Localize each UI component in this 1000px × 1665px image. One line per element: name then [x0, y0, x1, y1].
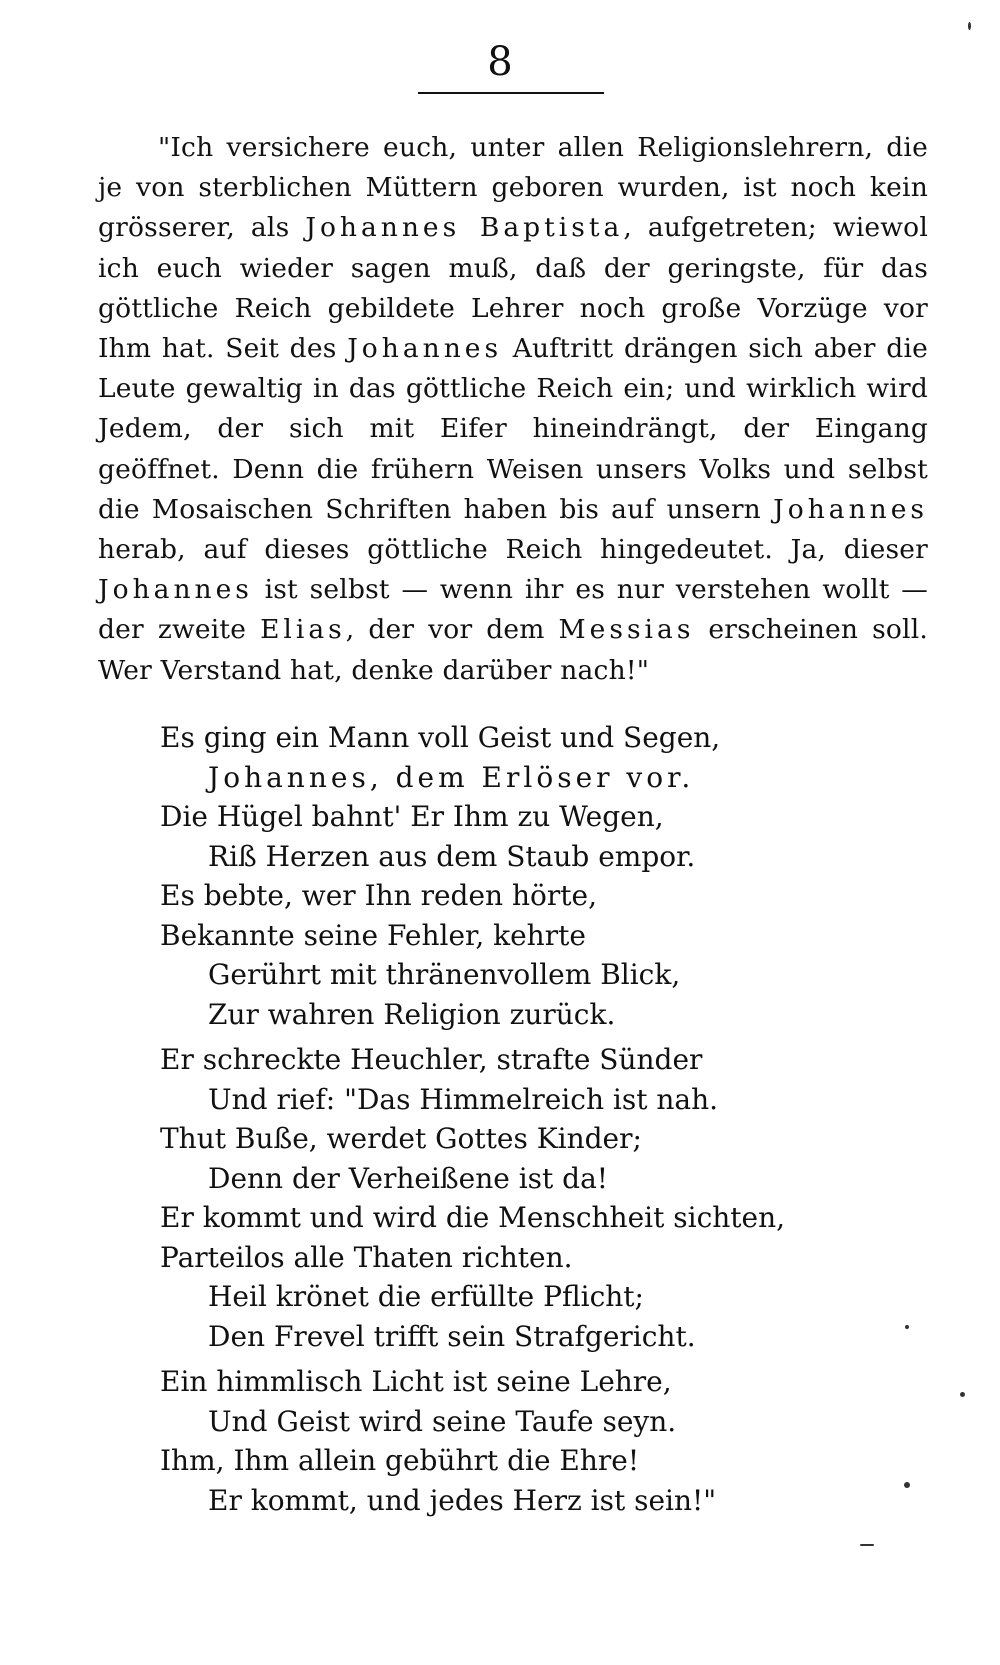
- spaced-name: Messias: [558, 614, 695, 646]
- poem-line: Gerührt mit thränenvollem Blick,: [208, 958, 681, 991]
- poem-stanza: [160, 718, 920, 1034]
- scan-speck: [968, 22, 971, 30]
- scan-speck: [860, 1544, 874, 1546]
- poem-line: Den Frevel trifft sein Strafgericht.: [208, 1319, 696, 1353]
- poem-line: Thut Buße, werdet Gottes Kinder;: [160, 1122, 642, 1155]
- poem-line: Parteilos alle Thaten richten.: [160, 1240, 573, 1274]
- spaced-name: Elias: [260, 614, 346, 646]
- scan-speck: [904, 1482, 910, 1488]
- spaced-name: Johannes: [98, 574, 253, 606]
- poem-line: [160, 758, 920, 798]
- text-run: Auftritt drängen sich aber die Leute gewaltig in das göttliche Reich ein; und wirklich wird Jedem, der sich mit Eifer hineindrängt, der Eingang geöffnet. Denn die frühern Weisen unsers Volks und selbst die Mosaischen Schriften haben bis auf unsern: [98, 333, 928, 525]
- text-run: erscheinen soll. Wer Verstand hat, denke darüber nach!": [98, 614, 929, 686]
- spaced-name: Johannes: [773, 493, 928, 525]
- text-run: ist selbst — wenn ihr es nur verstehen wollt — der zweite: [98, 574, 928, 646]
- scan-speck: [905, 1325, 909, 1329]
- text-run: herab, auf dieses göttliche Reich hingedeutet. Ja, dieser: [98, 534, 928, 566]
- spaced-name: Johannes, dem Erlöser vor.: [208, 760, 695, 794]
- poem-line: Bekannte seine Fehler, kehrte: [160, 918, 586, 952]
- poem-line: Zur wahren Religion zurück.: [208, 997, 616, 1031]
- text-run: "Ich versichere euch, unter allen Religionslehrern, die je von sterblichen Müttern geboren wurden, ist noch kein grösserer, als: [98, 132, 928, 244]
- text-run: , der vor dem: [345, 614, 559, 646]
- scan-speck: [960, 1392, 965, 1397]
- poem-stanza: [160, 1040, 920, 1356]
- poem-line: Er schreckte Heuchler, strafte Sünder: [160, 1043, 703, 1076]
- text-run: , aufgetreten; wiewol ich euch wieder sagen muß, daß der geringste, für das göttliche Reich gebildete Lehrer noch große Vorzüge vor Ihm hat. Seit des: [98, 212, 928, 365]
- poem-line: Er kommt, und jedes Herz ist sein!": [208, 1483, 717, 1517]
- poem-line: Ein himmlisch Licht ist seine Lehre,: [160, 1365, 672, 1398]
- poem-line: Und rief: "Das Himmelreich ist nah.: [208, 1082, 719, 1116]
- poem-line: Ihm, Ihm allein gebührt die Ehre!: [160, 1444, 640, 1477]
- spaced-name: Johannes: [347, 333, 503, 365]
- poem-line: Die Hügel bahnt' Er Ihm zu Wegen,: [160, 800, 664, 833]
- page-number: 8: [487, 39, 513, 85]
- paragraph-text: [98, 128, 928, 691]
- poem-line: Er kommt und wird die Menschheit sichten,: [160, 1201, 786, 1234]
- poem-line: Und Geist wird seine Taufe seyn.: [208, 1404, 677, 1438]
- poem: [160, 718, 920, 1526]
- poem-line: Riß Herzen aus dem Staub empor.: [208, 839, 696, 873]
- poem-line: Denn der Verheißene ist da!: [208, 1161, 609, 1195]
- poem-stanza: [160, 1362, 920, 1520]
- header-rule: [418, 92, 604, 94]
- poem-line: Es bebte, wer Ihn reden hörte,: [160, 879, 597, 912]
- poem-line: Heil krönet die erfüllte Pflicht;: [208, 1280, 644, 1313]
- spaced-name: Johannes Baptista: [305, 212, 624, 244]
- prose-paragraph: [98, 128, 928, 691]
- poem-line: Es ging ein Mann voll Geist und Segen,: [160, 721, 721, 754]
